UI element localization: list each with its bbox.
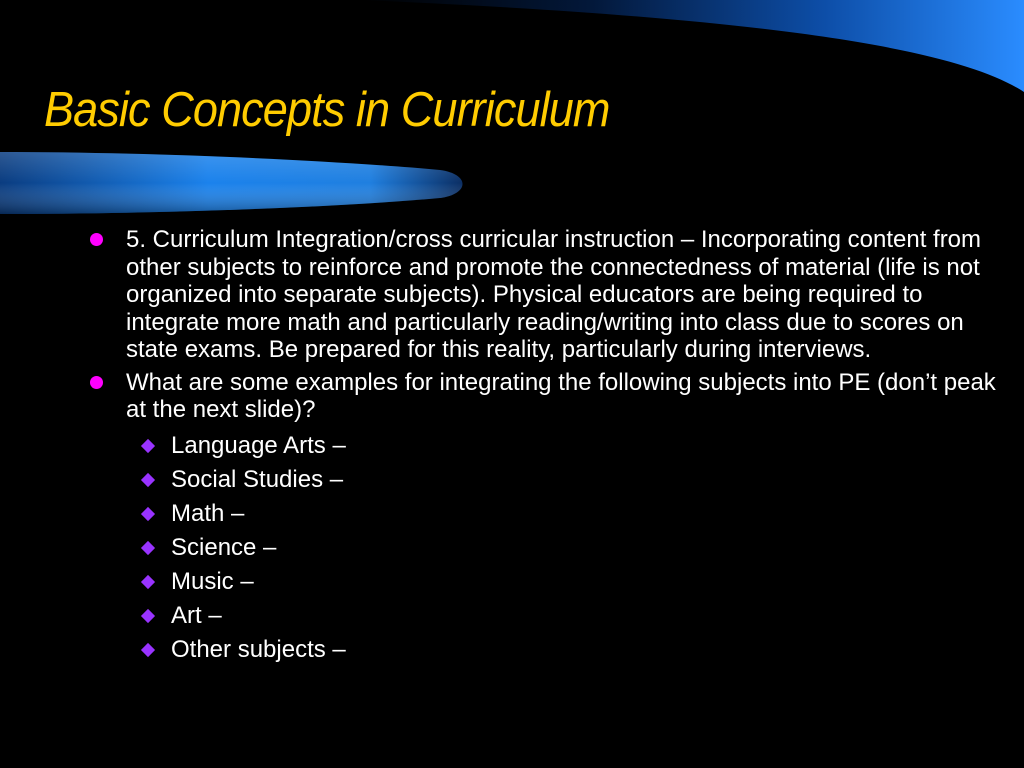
sub-item-text: Math – [171,499,245,527]
sub-item-math [90,497,1020,531]
sub-item-science [90,531,1020,565]
diamond-bullet-icon [141,438,155,452]
sub-item-music [90,565,1020,599]
sub-item-text: Science – [171,533,277,561]
slide-title: Basic Concepts in Curriculum [44,83,610,137]
diamond-bullet-icon [141,642,155,656]
sub-bullet-list [90,429,1020,667]
diamond-bullet-icon [141,540,155,554]
sub-item-text: Other subjects – [171,635,346,663]
bullet-text: 5. Curriculum Integration/cross curricular instruction – Incorporating content from other subjects to reinforce and promote the connectedness of material (life is not organized into separate subjects). Physical educators are being required to integrate more math and particularly reading/writing into class due to scores on state exams. Be prepared for this reality, particularly during interviews. [126,226,982,363]
diamond-bullet-icon [141,574,155,588]
diamond-bullet-icon [141,506,155,520]
sub-item-text: Language Arts – [171,431,346,459]
sub-item-social-studies [90,463,1020,497]
slide-content [90,226,1020,667]
sub-item-text: Social Studies – [171,465,344,493]
sub-item-other-subjects [90,633,1020,667]
round-bullet-icon [90,233,103,246]
sub-item-language-arts [90,429,1020,463]
sub-item-art [90,599,1020,633]
top-swoosh-shape [360,0,1024,92]
bullet-text: What are some examples for integrating the following subjects into PE (don’t peak at the next slide)? [126,368,996,423]
bullet-item-1 [90,226,1020,364]
left-swoosh-shade [0,152,463,214]
sub-item-text: Art – [171,601,222,629]
bullet-item-2 [90,369,1020,424]
diamond-bullet-icon [141,608,155,622]
sub-item-text: Music – [171,567,254,595]
diamond-bullet-icon [141,472,155,486]
round-bullet-icon [90,376,103,389]
